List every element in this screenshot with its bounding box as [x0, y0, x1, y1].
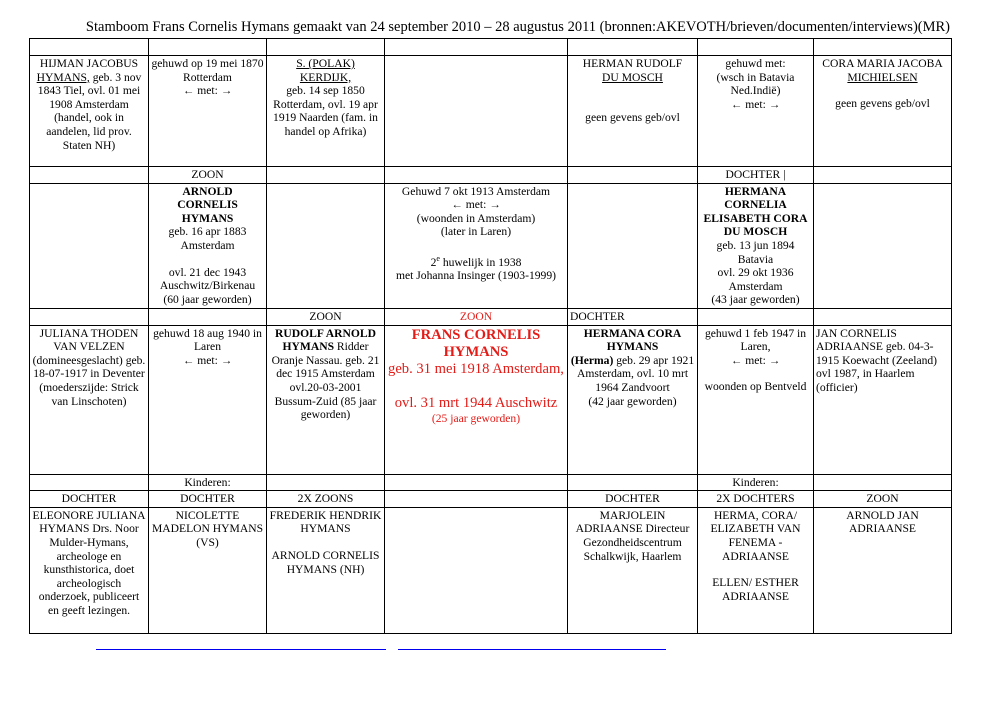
table-row: [30, 56, 952, 167]
table-row: [30, 39, 952, 56]
empty-cell: [385, 507, 568, 633]
empty-cell: [568, 183, 698, 308]
person-hijman: HIJMAN JACOBUS HYMANS, geb. 3 nov 1843 Tiel, ovl. 01 mei 1908 Amsterdam (handel, ook in aandelen, lid prov. Staten NH): [30, 56, 149, 167]
header-dochter: DOCHTER: [30, 491, 149, 508]
empty-cell: [30, 474, 149, 491]
label-dochter: DOCHTER |: [698, 167, 814, 184]
person-cora-michielsen: CORA MARIA JACOBA MICHIELSEN geen gevens geb/ovl: [814, 56, 952, 167]
table-row: [30, 507, 952, 633]
person-arnold-jan: ARNOLD JAN ADRIAANSE: [814, 507, 952, 633]
label-zoon: ZOON: [149, 167, 267, 184]
header-2x-zoons: 2X ZOONS: [267, 491, 385, 508]
label-kinderen: Kinderen:: [698, 474, 814, 491]
empty-cell: [30, 183, 149, 308]
table-row: [30, 308, 952, 325]
table-row: [30, 325, 952, 474]
family-tree-table: [29, 38, 952, 634]
empty-cell: [814, 39, 952, 56]
table-row: [30, 491, 952, 508]
empty-cell: [30, 308, 149, 325]
empty-cell: [149, 308, 267, 325]
person-herman-du-mosch: HERMAN RUDOLF DU MOSCH geen gevens geb/ovl: [568, 56, 698, 167]
page-title: Stamboom Frans Cornelis Hymans gemaakt van 24 september 2010 – 28 augustus 2011 (bronnen:AKEVOTH/brieven/documenten/interviews)(MR): [85, 19, 950, 35]
empty-cell: [267, 39, 385, 56]
table-row: [30, 167, 952, 184]
person-marjolein: MARJOLEIN ADRIAANSE Directeur Gezondheidscentrum Schalkwijk, Haarlem: [568, 507, 698, 633]
person-juliana-thoden: JULIANA THODEN VAN VELZEN (domineesgeslacht) geb. 18-07-1917 in Deventer (moederszijde: Strick van Linschoten): [30, 325, 149, 474]
hyperlink-underline[interactable]: [96, 649, 386, 650]
empty-cell: [385, 56, 568, 167]
empty-cell: [267, 167, 385, 184]
empty-cell: [698, 39, 814, 56]
marriage-cell-du-mosch: gehuwd met: (wsch in Batavia Ned.Indië) ← met: →: [698, 56, 814, 167]
header-dochter: DOCHTER: [568, 491, 698, 508]
table-row: [30, 183, 952, 308]
empty-cell: [568, 474, 698, 491]
header-dochter: DOCHTER: [149, 491, 267, 508]
empty-cell: [149, 39, 267, 56]
person-polak-kerdijk: S. (POLAK) KERDIJK, geb. 14 sep 1850 Rotterdam, ovl. 19 apr 1919 Naarden (fam. in handel op Afrika): [267, 56, 385, 167]
label-zoon-highlight: ZOON: [385, 308, 568, 325]
person-herma-ellen: HERMA, CORA/ ELIZABETH VAN FENEMA - ADRIAANSE ELLEN/ ESTHER ADRIAANSE: [698, 507, 814, 633]
empty-cell: [30, 167, 149, 184]
empty-cell: [385, 474, 568, 491]
person-hermana-du-mosch: HERMANA CORNELIA ELISABETH CORA DU MOSCH geb. 13 jun 1894 Batavia ovl. 29 okt 1936 Amsterdam (43 jaar geworden): [698, 183, 814, 308]
empty-cell: [385, 167, 568, 184]
person-nicolette: NICOLETTE MADELON HYMANS (VS): [149, 507, 267, 633]
person-jan-cornelis: JAN CORNELIS ADRIAANSE geb. 04-3-1915 Koewacht (Zeeland) ovl 1987, in Haarlem (officier): [814, 325, 952, 474]
empty-cell: [385, 39, 568, 56]
empty-cell: [814, 167, 952, 184]
person-hermana-cora: HERMANA CORA HYMANS (Herma) geb. 29 apr 1921 Amsterdam, ovl. 10 mrt 1964 Zandvoort (42 jaar geworden): [568, 325, 698, 474]
marriage-cell-hijman: gehuwd op 19 mei 1870 Rotterdam ← met: →: [149, 56, 267, 167]
empty-cell: [267, 183, 385, 308]
label-kinderen: Kinderen:: [149, 474, 267, 491]
marriage-cell-rudolf: gehuwd 18 aug 1940 in Laren ← met: →: [149, 325, 267, 474]
empty-cell: [568, 167, 698, 184]
hyperlink-underline[interactable]: [398, 649, 666, 650]
marriage-cell-herma: gehuwd 1 feb 1947 in Laren, ← met: → woonden op Bentveld: [698, 325, 814, 474]
header-zoon: ZOON: [814, 491, 952, 508]
empty-cell: [698, 308, 814, 325]
person-frederik-arnold: FREDERIK HENDRIK HYMANS ARNOLD CORNELIS HYMANS (NH): [267, 507, 385, 633]
person-arnold-cornelis: ARNOLD CORNELIS HYMANS geb. 16 apr 1883 Amsterdam ovl. 21 dec 1943 Auschwitz/Birkenau (60 jaar geworden): [149, 183, 267, 308]
empty-cell: [30, 39, 149, 56]
table-row: [30, 474, 952, 491]
empty-cell: [267, 474, 385, 491]
empty-cell: [814, 183, 952, 308]
empty-cell: [814, 308, 952, 325]
person-rudolf-arnold: RUDOLF ARNOLD HYMANS Ridder Oranje Nassau. geb. 21 dec 1915 Amsterdam ovl.20-03-2001 Bussum-Zuid (85 jaar geworden): [267, 325, 385, 474]
person-frans-cornelis: FRANS CORNELIS HYMANS geb. 31 mei 1918 Amsterdam, ovl. 31 mrt 1944 Auschwitz (25 jaar geworden): [385, 325, 568, 474]
empty-cell: [568, 39, 698, 56]
empty-cell: [814, 474, 952, 491]
header-2x-dochters: 2X DOCHTERS: [698, 491, 814, 508]
empty-cell: [385, 491, 568, 508]
marriage-cell-arnold: Gehuwd 7 okt 1913 Amsterdam ← met: → (woonden in Amsterdam) (later in Laren) 2e huwelijk in 1938 met Johanna Insinger (1903-1999): [385, 183, 568, 308]
label-dochter: DOCHTER: [568, 308, 698, 325]
label-zoon: ZOON: [267, 308, 385, 325]
person-eleonore: ELEONORE JULIANA HYMANS Drs. Noor Mulder-Hymans, archeologe en kunsthistorica, doet archeologisch onderzoek, publiceert en geeft lezingen.: [30, 507, 149, 633]
